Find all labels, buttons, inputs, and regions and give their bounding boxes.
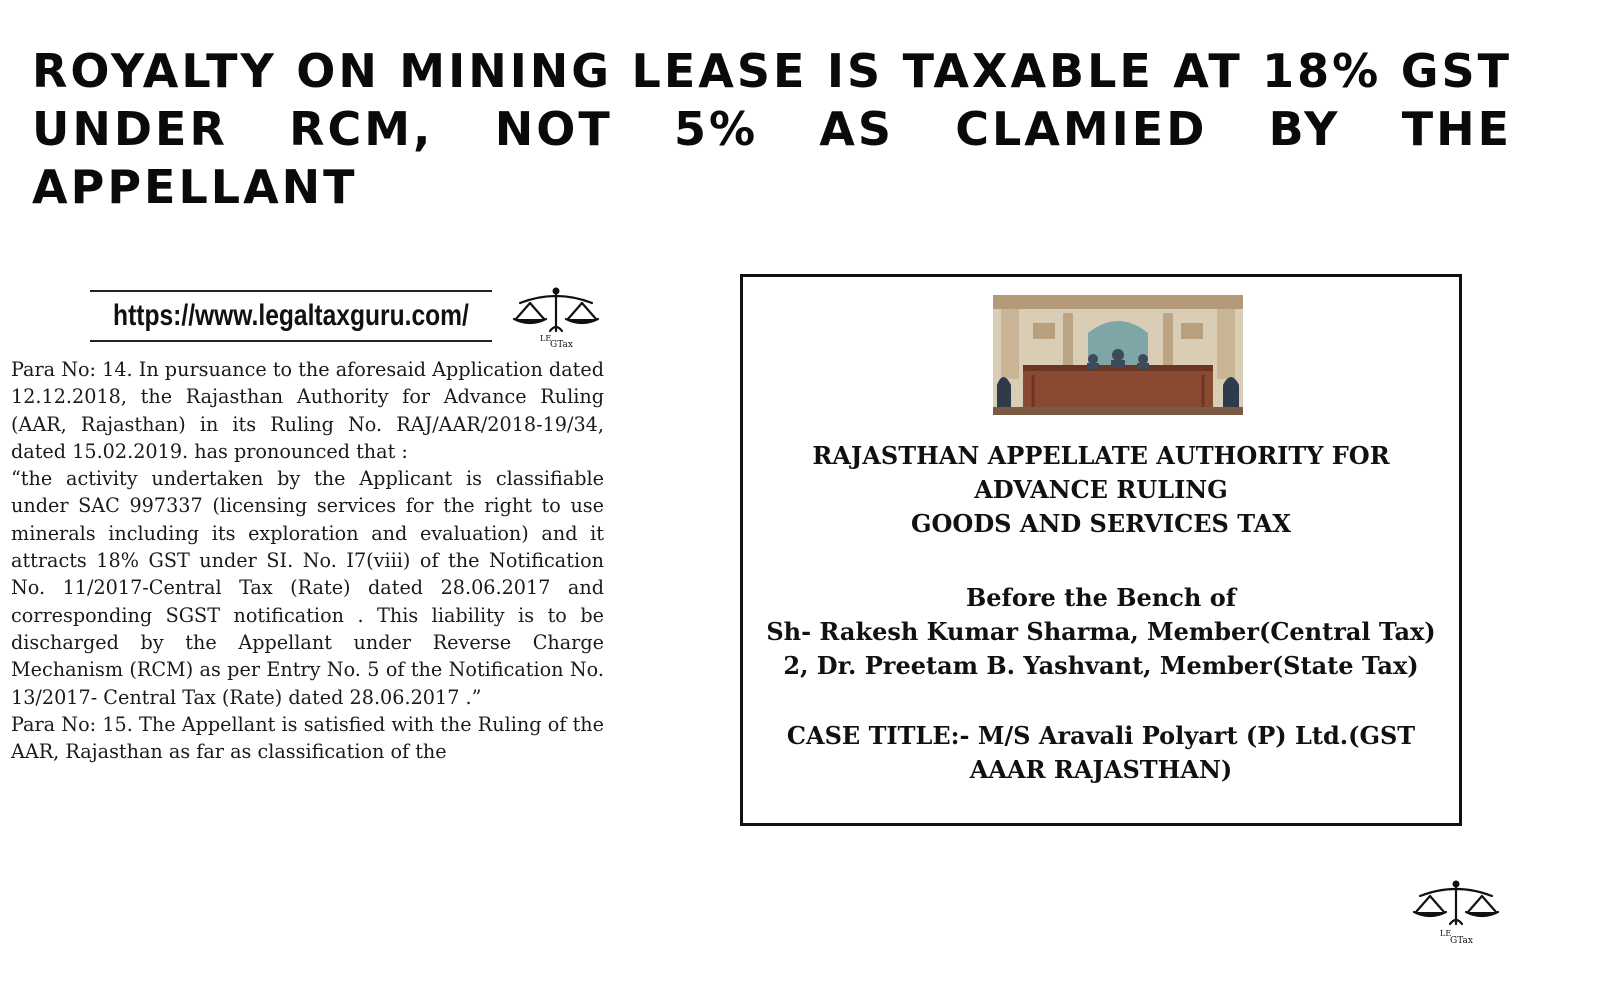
case-title-line-2: AAAR RAJASTHAN) bbox=[969, 755, 1233, 784]
ruling-excerpt bbox=[11, 356, 604, 765]
scales-of-justice-icon bbox=[510, 283, 602, 349]
authority-line-3: GOODS AND SERVICES TAX bbox=[911, 509, 1291, 538]
para-14: Para No: 14. In pursuance to the aforesaid Application dated 12.12.2018, the Rajasthan Authority for Advance Ruling (AAR, Rajasthan) in its Ruling No. RAJ/AAR/2018-19/34, dated 15.02.2019. has pronounced that : bbox=[11, 358, 604, 463]
svg-text:LE: LE bbox=[540, 334, 552, 343]
case-card bbox=[740, 274, 1462, 826]
svg-text:GTax: GTax bbox=[1450, 936, 1473, 946]
case-title-block bbox=[743, 719, 1459, 787]
headline: ROYALTY ON MINING LEASE IS TAXABLE AT 18% GST UNDER RCM, NOT 5% AS CLAMIED BY THE APPELLANT bbox=[32, 44, 1512, 214]
site-url-banner[interactable] bbox=[90, 290, 492, 342]
member-central: Sh- Rakesh Kumar Sharma, Member(Central Tax) bbox=[766, 617, 1436, 646]
courtroom-illustration bbox=[993, 295, 1243, 415]
scales-of-justice-icon bbox=[1410, 876, 1502, 946]
svg-text:GTax: GTax bbox=[550, 340, 573, 349]
bench-block bbox=[743, 581, 1459, 683]
authority-title bbox=[743, 439, 1459, 541]
ruling-quote: “the activity undertaken by the Applicant is classifiable under SAC 997337 (licensing services for the right to use minerals including its exploration and evaluation) and it attracts 18% GST under SI. No. I7(viii) of the Notification No. 11/2017-Central Tax (Rate) dated 28.06.2017 and corresponding SGST notification . This liability is to be discharged by the Appellant under Reverse Charge Mechanism (RCM) as per Entry No. 5 of the Notification No. 13/2017- Central Tax (Rate) dated 28.06.2017 .” bbox=[11, 467, 604, 709]
member-state: 2, Dr. Preetam B. Yashvant, Member(State Tax) bbox=[783, 651, 1419, 680]
bench-heading: Before the Bench of bbox=[965, 583, 1237, 612]
case-title-line-1: CASE TITLE:- M/S Aravali Polyart (P) Ltd.(GST bbox=[786, 721, 1416, 750]
site-url[interactable]: https://www.legaltaxguru.com/ bbox=[113, 299, 469, 332]
authority-line-2: ADVANCE RULING bbox=[974, 475, 1228, 504]
svg-text:LE: LE bbox=[1440, 929, 1452, 938]
para-15: Para No: 15. The Appellant is satisfied with the Ruling of the AAR, Rajasthan as far as classification of the bbox=[11, 712, 604, 764]
authority-line-1: RAJASTHAN APPELLATE AUTHORITY FOR bbox=[812, 441, 1390, 470]
